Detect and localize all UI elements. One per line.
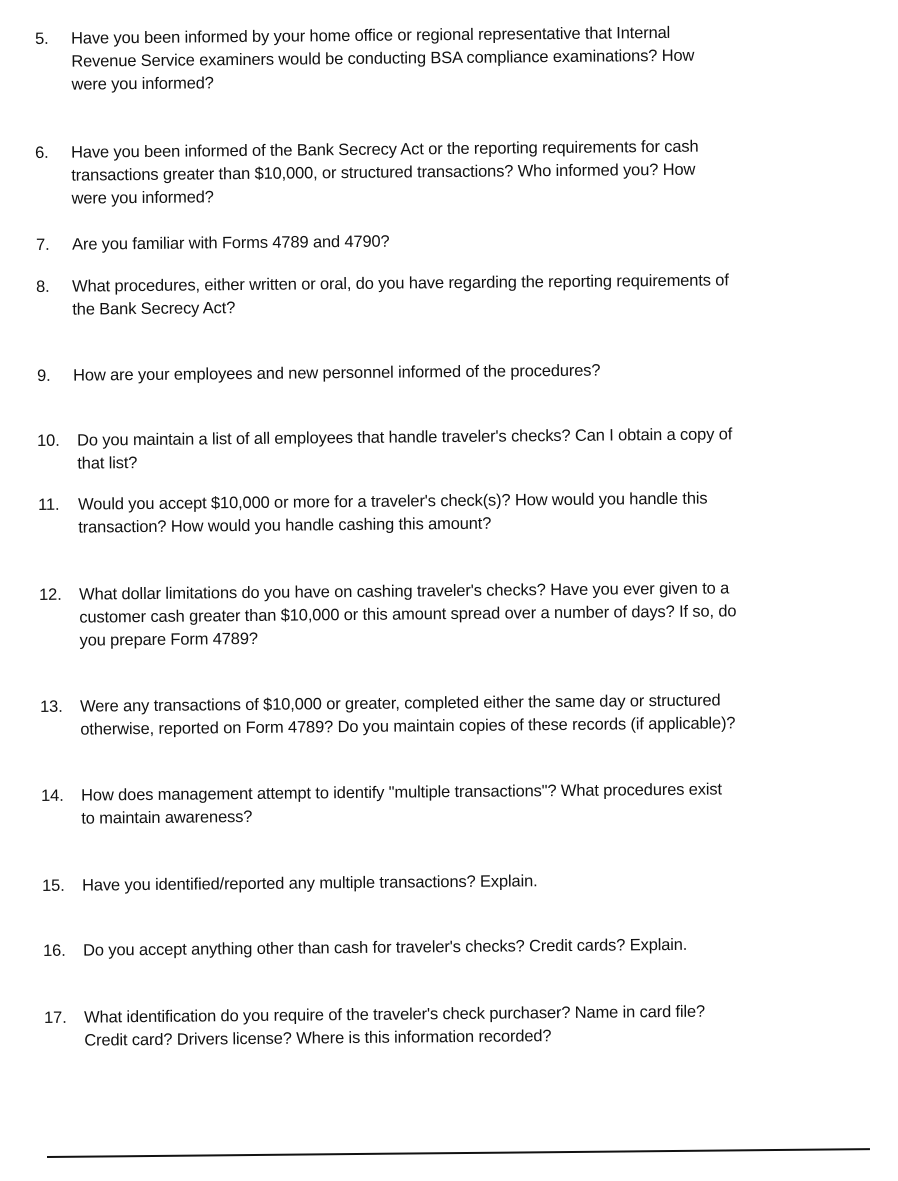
- question-text: What dollar limitations do you have on cashing traveler's checks? Have you ever given to a customer cash greater than $10,000 or this amount spread over a number of days? If so, do you prepare Form 4789?: [79, 579, 737, 650]
- question-text: Have you identified/reported any multiple transactions? Explain.: [82, 872, 538, 895]
- question-number: 10.: [37, 431, 60, 450]
- question-text: How does management attempt to identify "multiple transactions"? What procedures exist to maintain awareness?: [81, 780, 722, 828]
- question-number: 6.: [35, 143, 49, 162]
- question-text: Are you familiar with Forms 4789 and 4790?: [72, 232, 390, 254]
- question-number: 17.: [44, 1008, 67, 1027]
- question-number: 16.: [43, 941, 66, 960]
- question-number: 7.: [36, 235, 50, 254]
- question-17: [44, 1001, 705, 1053]
- question-text: Do you maintain a list of all employees that handle traveler's checks? Can I obtain a copy of that list?: [77, 425, 733, 473]
- question-9: [37, 360, 600, 388]
- question-7: [36, 231, 390, 257]
- question-text: Do you accept anything other than cash for traveler's checks? Credit cards? Explain.: [83, 935, 688, 960]
- question-number: 12.: [39, 585, 62, 604]
- question-text: Have you been informed by your home office or regional representative that Internal Revenue Service examiners would be conducting BSA compliance examinations? How were you informed?: [71, 23, 695, 94]
- question-13: [40, 689, 736, 742]
- question-8: [36, 269, 729, 322]
- question-number: 8.: [36, 277, 50, 296]
- question-number: 15.: [42, 876, 65, 895]
- footer-rule: [47, 1148, 870, 1158]
- question-text: Would you accept $10,000 or more for a traveler's check(s)? How would you handle this transaction? How would you handle cashing this amount?: [78, 489, 708, 537]
- question-10: [37, 423, 732, 476]
- question-text: How are your employees and new personnel informed of the procedures?: [73, 361, 601, 385]
- question-text: What procedures, either written or oral, do you have regarding the reporting requirements of the Bank Secrecy Act?: [72, 271, 729, 319]
- question-number: 14.: [41, 786, 64, 805]
- question-15: [42, 870, 538, 898]
- question-14: [41, 778, 722, 831]
- question-text: What identification do you require of the traveler's check purchaser? Name in card file? Credit card? Drivers license? Where is this information recorded?: [84, 1002, 706, 1050]
- question-5: [35, 22, 695, 97]
- question-number: 5.: [35, 29, 49, 48]
- question-number: 13.: [40, 697, 63, 716]
- question-text: Have you been informed of the Bank Secrecy Act or the reporting requirements for cash transactions greater than $10,000, or structured transactions? Who informed you? How were you informed?: [71, 137, 699, 208]
- question-16: [43, 934, 687, 963]
- question-number: 9.: [37, 366, 51, 385]
- question-6: [35, 136, 699, 211]
- question-12: [39, 577, 737, 653]
- question-number: 11.: [38, 495, 60, 514]
- question-text: Were any transactions of $10,000 or greater, completed either the same day or structured otherwise, reported on Form 4789? Do you maintain copies of these records (if applicable)?: [80, 691, 736, 739]
- question-11: [38, 488, 708, 540]
